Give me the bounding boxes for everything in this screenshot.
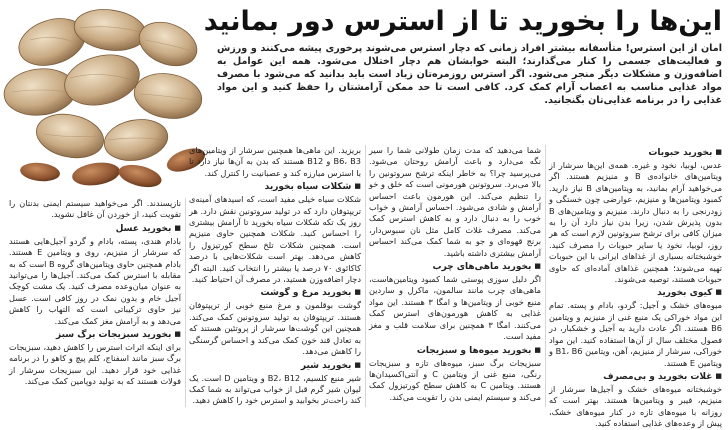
article-lead: [217, 42, 722, 107]
column-divider: [365, 145, 366, 407]
lead-paragraph: امان از این استرس! متأسفانه بیشتر افراد زمانی که دچار استرس می‌شوند پرخوری پیشه می‌کنند و ورزش و فعالیت‌های جسمی را کنار می‌گذارند؛ البته خوابشان هم دچار اختلال می‌شود. همه این عوامل به اضافه‌وزن و مشکلات دیگر منجر می‌شود. اگر استرس روزمره‌تان زیاد است باید بدانید که می‌شود با مصرف مواد غذایی مناسب به اعصاب آرام کمک کرد. کافی است تا حد ممکن آرامشتان را حفظ کنید و این مواد غذایی را در برنامه غذایی‌تان بگنجانید.: [217, 43, 722, 106]
section-subheading: ■ کیوی بخورید: [549, 286, 722, 299]
text-column-2: [369, 145, 541, 407]
text-column-4: [9, 198, 181, 407]
body-paragraph: برای اینکه اثرات استرس را کاهش دهید، سبزیجات برگ سبز مانند اسفناج، کلم پیچ و کاهو را در برنامه غذایی خود قرار دهید. این سبزیجات سرشار از فولات هستند که به تولید دوپامین کمک می‌کند.: [9, 342, 181, 387]
body-paragraph: اگر دلیل سوزی پوستی شما کمبود ویتامین‌هاست، ماهی‌های چرب مانند سالمون، ماکرل و ساردین منبع خوبی از ویتامین‌ها و امگا ۳ هستند. این مواد غذایی به کاهش هورمون‌های استرس کمک می‌کنند. امگا ۳ همچنین برای سلامت قلب و مغز مفید است.: [369, 274, 541, 342]
section-subheading: ■ شکلات سیاه بخورید: [189, 180, 361, 193]
body-paragraph: بریزید. این ماهی‌ها همچنین سرشار از ویتامین‌های B6، B3 و B12 هستند که بدن به آن‌ها نیاز دارد تا با استرس مبارزه کند و عصبانیت را کنترل کند.: [189, 145, 361, 178]
section-subheading: ■ بخورید شیر: [189, 359, 361, 372]
column-divider: [185, 198, 186, 407]
section-subheading: ■ غلات بخورید و بی‌مصرف: [549, 370, 722, 383]
text-column-1: [549, 145, 722, 429]
section-subheading: ■ بخورید عسل: [9, 222, 181, 235]
body-paragraph: شما می‌دهید که مدت زمان طولانی شما را سیر نگه می‌دارد و باعث آرامش روحتان می‌شود. می‌پرسید چرا؟ به خاطر اینکه ترشح سروتونین را بالا می‌برد. سروتونین هورمونی است که خلق و خو را تنظیم می‌کند. این هورمون باعث احساس آرامش و شادی می‌شود. احساس آرامش و خواب خوب را به دنبال دارد و به کاهش استرس کمک می‌کند. مصرف غلات کامل مثل نان سبوس‌دار، برنج قهوه‌ای و جو به شما کمک می‌کند احساس آرامش بیشتری داشته باشید.: [369, 145, 541, 258]
section-subheading: ■ بخورید سبزیجات برگ سبز: [9, 328, 181, 341]
section-subheading: ■ بخورید حبوبات: [549, 146, 722, 159]
body-paragraph: خوشبختانه میوه‌های خشک و آجیل‌ها سرشار از منیزیم، فیبر و ویتامین‌ها هستند. بهتر است که روزانه با میوه‌های تازه در کنار میوه‌های خشک، پیش از وعده‌های غذایی استفاده کنید.: [549, 383, 722, 429]
section-subheading: ■ بخورید مرغ و گوشت: [189, 286, 361, 299]
body-paragraph: عدس، لوبیا، نخود و غیره. همه‌ی این‌ها سرشار از ویتامین‌های خانواده‌ی B و منیزیم هستند. اگر می‌خواهید آرام بمانید، به ویتامین‌های B نیاز دارید. کمبود ویتامین‌ها و منیزیم، عوارضی چون خستگی و زودرنجی را به دنبال دارند. منیزیم و ویتامین‌های B بدون پذیرش شدن، زیرا بدن نیاز دارد آن را به میزان کافی برای ترشح سروتونین لازم است که هر روز، لوبیا، نخود یا سایر حبوبات را مصرف کنید. خوشبختانه بسیاری از غذاهای ایرانی با این حبوبات تهیه می‌شوند؛ همچنین غذاهای آماده‌ای که حاوی حبوبات هستند، توصیه می‌شوند.: [549, 160, 722, 285]
body-paragraph: گوشت بوقلمون و مرغ منبع خوبی از تریپتوفان هستند. تریپتوفان به تولید سروتونین کمک می‌کند. همچنین این گوشت‌ها سرشار از پروتئین هستند که به تعادل قند خون کمک می‌کند و احساس گرسنگی را کاهش می‌دهد.: [189, 300, 361, 357]
body-paragraph: شکلات سیاه خیلی مفید است، که اسیدهای آمینه‌ی تریپتوفان دارد که در تولید سروتونین نقش دارد. هر روز یک تکه شکلات سیاه بخورید تا آرامش بیشتری را احساس کنید. شکلات همچنین حاوی منیزیم است. همچنین شکلات تلخ سطح کورتیزول را کاهش می‌دهد. بهتر است شکلات‌هایی با درصد کاکائوی ۷۰ درصد یا بیشتر را انتخاب کنید. البته اگر دچار اضافه‌وزن هستید، در مصرف آن احتیاط کنید.: [189, 194, 361, 285]
article-headline: این‌ها را بخورید تا از استرس دور بمانید: [203, 6, 722, 37]
section-subheading: ■ بخورید میوه‌ها و سبزیجات: [369, 344, 541, 357]
body-paragraph: شیر منبع کلسیم، B2، B12 و ویتامین D است. یک لیوان شیر گرم قبل از خواب می‌تواند به شما کمک کند راحت‌تر بخوابید و استرس خود را کاهش دهید.: [189, 372, 361, 406]
almonds-illustration: [0, 0, 212, 196]
column-divider: [545, 145, 546, 407]
almonds-photo: [0, 0, 212, 196]
section-subheading: ■ بخورید ماهی‌های چرب: [369, 260, 541, 273]
body-paragraph: بادام هندی، پسته، بادام و گردو آجیل‌هایی هستند که سرشار از منیزیم، روی و ویتامین E هستند. بادام همچنین حاوی ویتامین‌های گروه B است که به مقابله با استرس کمک می‌کند. آجیل‌ها را می‌توانید به عنوان میان‌وعده مصرف کنید. یک مشت کوچک آجیل خام و بدون نمک در روز کافی است. عسل نیز حاوی ترکیباتی است که التهاب را کاهش می‌دهد و به آرامش مغز کمک می‌کند.: [9, 235, 181, 326]
body-paragraph: میوه‌های خشک و آجیل: گردو، بادام و پسته. تمام این مواد خوراکی یک منبع غنی از منیزیم و ویتامین B6 هستند. اگر عادت دارید به آجیل و خشکبار، در فصول مختلف سال از آن‌ها استفاده کنید. این مواد خوراکی، سرشار از منیزیم، آهن، ویتامین B1، B6 و ویتامین E هستند.: [549, 300, 722, 368]
text-column-3: [189, 145, 361, 407]
body-paragraph: نازپسندند. اگر می‌خواهید سیستم ایمنی بدنتان را تقویت کنید، از خوردن آن غافل نشوید.: [9, 198, 181, 220]
body-paragraph: سبزیجات برگ سبز، میوه‌های تازه و سبزیجات رنگی، منبع غنی از ویتامین C و آنتی‌اکسیدان‌ها هستند. ویتامین C به کاهش سطح کورتیزول کمک می‌کند و سیستم ایمنی بدن را تقویت می‌کند.: [369, 357, 541, 402]
